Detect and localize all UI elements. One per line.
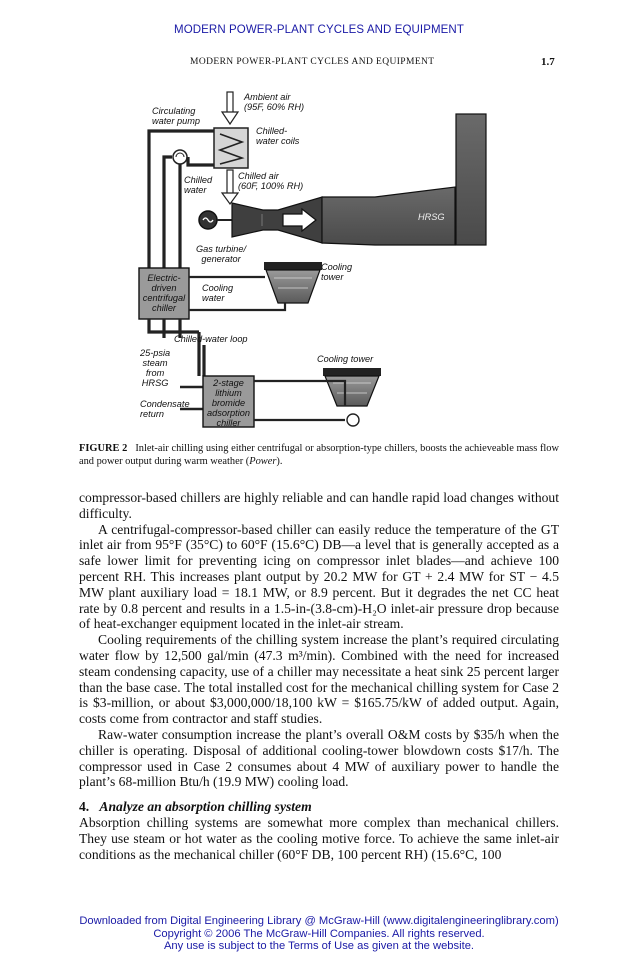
label-absorption-chiller: 2-stage lithium bromide adsorption chiller (207, 378, 250, 428)
caption-text: Inlet-air chilling using either centrifugal or absorption-type chillers, boosts the achieveable mass flow and power output during warm weather ( (79, 443, 559, 467)
paragraph-4: Raw-water consumption increase the plant’s overall O&M costs by $35/h when the chiller is operating. Disposal of additional cooling-tower blowdown costs $17/h. The compressor used in Case 2 consumes about 4 MW of auxiliary power to handle the plant’s 68-million Btu/h (19.9 MW) cooling load. (79, 726, 559, 790)
caption-source: Power (249, 456, 277, 467)
label-cooling-tower-2: Cooling tower (317, 354, 374, 364)
label-steam: 25-psia steam from HRSG (140, 348, 171, 388)
circulating-pump-icon (173, 150, 187, 164)
label-chilled-water-coils: Chilled- water coils (256, 126, 300, 146)
footer-download-link[interactable]: Downloaded from Digital Engineering Library @ McGraw-Hill (www.digitalengineeringlibrary.com) (79, 915, 559, 927)
generator-icon (199, 211, 233, 229)
ambient-air-arrow (222, 92, 238, 124)
caption-label: FIGURE 2 (79, 443, 128, 454)
paragraph-5: Absorption chilling systems are somewhat more complex than mechanical chillers. They use steam or hot water as the cooling motive force. To achieve the same inlet-air conditions as the mechanical chiller (60°F DB, 100 percent RH) (15.6°C, 100 (79, 814, 559, 862)
figure-caption (79, 442, 559, 468)
label-chilled-water: Chilled water (184, 175, 213, 195)
label-ambient-air: Ambient air (95F, 60% RH) (244, 92, 305, 112)
label-electric-chiller: Electric- driven centrifugal chiller (142, 273, 186, 313)
label-gas-turbine: Gas turbine/ generator (196, 244, 247, 264)
paragraph-2: A centrifugal-compressor-based chiller can easily reduce the temperature of the GT inlet air from 95°F (35°C) to 60°F (15.6°C) DB—a level that is generally accepted as a safe lower limit for preventing icing on compressor inlet blades—and achieve 100 percent RH. This increases plant output by 20.2 MW for GT + 2.4 MW for ST − 4.5 MW plant auxiliary load = 18.1 MW, or 8.9 percent. But it degrades the net CC heat rate by 0.8 percent and results in a 1.5-in-(3.8-cm)-H₂O inlet-air pressure drop because of heat-exchanger equipment located in the inlet-air stream. (79, 521, 559, 632)
label-circulating-pump: Circulating water pump (152, 106, 201, 126)
pump-icon-2 (347, 414, 359, 426)
hrsg-shape (322, 114, 486, 245)
footer (0, 915, 638, 953)
section-number: 4. (79, 799, 90, 815)
caption-end: ). (276, 456, 283, 467)
footer-copyright: Copyright © 2006 The McGraw-Hill Companies. All rights reserved. (153, 927, 485, 940)
label-condensate: Condensate return (140, 399, 190, 419)
cooling-tower-2 (323, 368, 381, 406)
label-cooling-water: Cooling water (202, 283, 234, 303)
section-title: Analyze an absorption chilling system (99, 799, 312, 815)
label-chilled-air: Chilled air (60F, 100% RH) (238, 171, 304, 191)
running-head: MODERN POWER-PLANT CYCLES AND EQUIPMENT (190, 57, 435, 67)
gas-turbine-shape (232, 197, 322, 243)
chilled-air-arrow (222, 170, 238, 204)
label-chilled-water-loop: Chilled-water loop (174, 334, 248, 344)
section-heading (79, 799, 559, 815)
paragraph-1: compressor-based chillers are highly reliable and can handle rapid load changes without difficulty. (79, 490, 559, 521)
footer-terms-link[interactable]: Any use is subject to the Terms of Use as given at the website. (163, 940, 475, 953)
paragraph-3: Cooling requirements of the chilling system increase the plant’s required circulating water flow by 12,500 gal/min (47.3 m³/min). Combined with the need for increased steam condensing capacity, use of a chiller may necessitate a heat sink 25 percent larger than the base case. The total installed cost for the mechanical chilling system for Case 2 is $3-million, or about $3,000,000/18,100 kW = $165.75/kW of added output. Again, costs come from contractor and staff studies. (79, 632, 559, 727)
figure-diagram (0, 0, 638, 440)
page-number: 1.7 (541, 56, 555, 68)
chilled-water-coil (214, 128, 248, 168)
cooling-tower-1 (264, 262, 322, 303)
label-hrsg: HRSG (418, 212, 445, 222)
body-text (79, 490, 559, 862)
label-cooling-tower-1: Cooling tower (321, 262, 353, 282)
header-link-title[interactable]: MODERN POWER-PLANT CYCLES AND EQUIPMENT (174, 24, 464, 36)
